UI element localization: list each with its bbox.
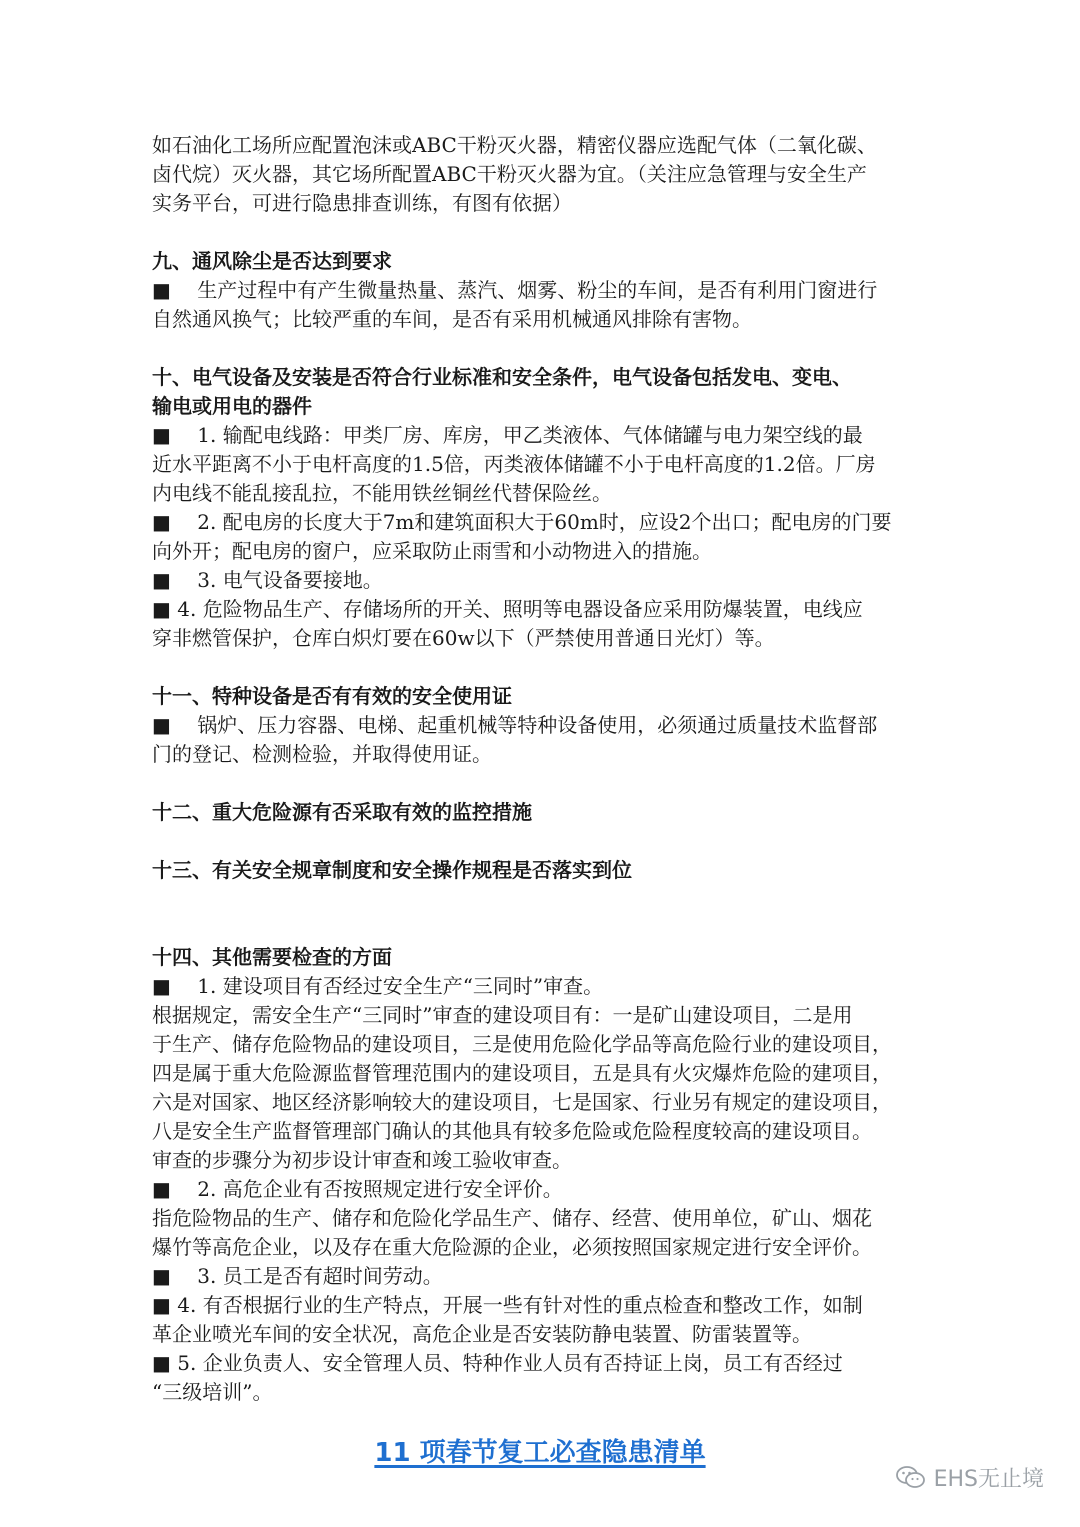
text-line: 于生产、储存危险物品的建设项目，三是使用危险化学品等高危险行业的建设项目，: [152, 1032, 892, 1056]
text-line: ■ 4. 危险物品生产、存储场所的开关、照明等电器设备应采用防爆装置，电线应: [152, 597, 863, 621]
section-13: [152, 856, 952, 885]
watermark-text: EHS无止境: [933, 1467, 1044, 1492]
section-12: [152, 798, 952, 827]
text-line: “三级培训”。: [152, 1380, 273, 1404]
wechat-icon: [896, 1465, 926, 1491]
text-line: 内电线不能乱接乱拉，不能用铁丝铜丝代替保险丝。: [152, 481, 612, 505]
text-line: 卤代烷）灭火器，其它场所配置ABC干粉灭火器为宜。（关注应急管理与安全生产: [152, 162, 867, 186]
section-heading: 十二、重大危险源有否采取有效的监控措施: [152, 800, 532, 824]
watermark: [896, 1462, 1044, 1493]
section-heading: 九、通风除尘是否达到要求: [152, 249, 392, 273]
related-article-link[interactable]: 11 项春节复工必查隐患清单: [374, 1438, 706, 1468]
section-heading: 输电或用电的器件: [152, 394, 312, 418]
text-line: ■ 2. 配电房的长度大于7m和建筑面积大于60m时，应设2个出口；配电房的门要: [152, 510, 892, 534]
text-line: 实务平台，可进行隐患排查训练，有图有依据）: [152, 191, 572, 215]
section-heading: 十三、有关安全规章制度和安全操作规程是否落实到位: [152, 858, 632, 882]
section-9: [152, 247, 952, 334]
text-line: 革企业喷光车间的安全状况，高危企业是否安装防静电装置、防雷装置等。: [152, 1322, 812, 1346]
text-line: 向外开；配电房的窗户，应采取防止雨雪和小动物进入的措施。: [152, 539, 712, 563]
text-line: 审查的步骤分为初步设计审查和竣工验收审查。: [152, 1148, 572, 1172]
section-14: [152, 943, 952, 1407]
section-heading: 十、电气设备及安装是否符合行业标准和安全条件，电气设备包括发电、变电、: [152, 365, 852, 389]
text-line: ■ 生产过程中有产生微量热量、蒸汽、烟雾、粉尘的车间，是否有利用门窗进行: [152, 278, 878, 302]
section-heading: 十四、其他需要检查的方面: [152, 945, 392, 969]
text-line: ■ 3. 员工是否有超时间劳动。: [152, 1264, 443, 1288]
intro-paragraph: [152, 131, 952, 218]
text-line: ■ 3. 电气设备要接地。: [152, 568, 383, 592]
text-line: ■ 5. 企业负责人、安全管理人员、特种作业人员有否持证上岗，员工有否经过: [152, 1351, 843, 1375]
text-line: ■ 2. 高危企业有否按照规定进行安全评价。: [152, 1177, 563, 1201]
text-line: 近水平距离不小于电杆高度的1.5倍，丙类液体储罐不小于电杆高度的1.2倍。厂房: [152, 452, 876, 476]
section-10: [152, 363, 952, 653]
text-line: ■ 锅炉、压力容器、电梯、起重机械等特种设备使用，必须通过质量技术监督部: [152, 713, 878, 737]
text-line: 门的登记、检测检验，并取得使用证。: [152, 742, 492, 766]
text-line: 六是对国家、地区经济影响较大的建设项目，七是国家、行业另有规定的建设项目，: [152, 1090, 892, 1114]
document-body: [152, 131, 952, 1407]
text-line: 爆竹等高危企业，以及存在重大危险源的企业，必须按照国家规定进行安全评价。: [152, 1235, 872, 1259]
section-11: [152, 682, 952, 769]
text-line: 自然通风换气；比较严重的车间，是否有采用机械通风排除有害物。: [152, 307, 752, 331]
text-line: 穿非燃管保护，仓库白炽灯要在60w以下（严禁使用普通日光灯）等。: [152, 626, 775, 650]
text-line: 指危险物品的生产、储存和危险化学品生产、储存、经营、使用单位，矿山、烟花: [152, 1206, 872, 1230]
text-line: 如石油化工场所应配置泡沫或ABC干粉灭火器，精密仪器应选配气体（二氧化碳、: [152, 133, 877, 157]
text-line: 八是安全生产监督管理部门确认的其他具有较多危险或危险程度较高的建设项目。: [152, 1119, 872, 1143]
section-heading: 十一、特种设备是否有有效的安全使用证: [152, 684, 512, 708]
text-line: ■ 4. 有否根据行业的生产特点，开展一些有针对性的重点检查和整改工作，如制: [152, 1293, 863, 1317]
text-line: 四是属于重大危险源监督管理范围内的建设项目，五是具有火灾爆炸危险的建项目，: [152, 1061, 892, 1085]
text-line: 根据规定，需安全生产“三同时”审查的建设项目有：一是矿山建设项目，二是用: [152, 1003, 853, 1027]
text-line: ■ 1. 建设项目有否经过安全生产“三同时”审查。: [152, 974, 604, 998]
text-line: ■ 1. 输配电线路：甲类厂房、库房，甲乙类液体、气体储罐与电力架空线的最: [152, 423, 863, 447]
